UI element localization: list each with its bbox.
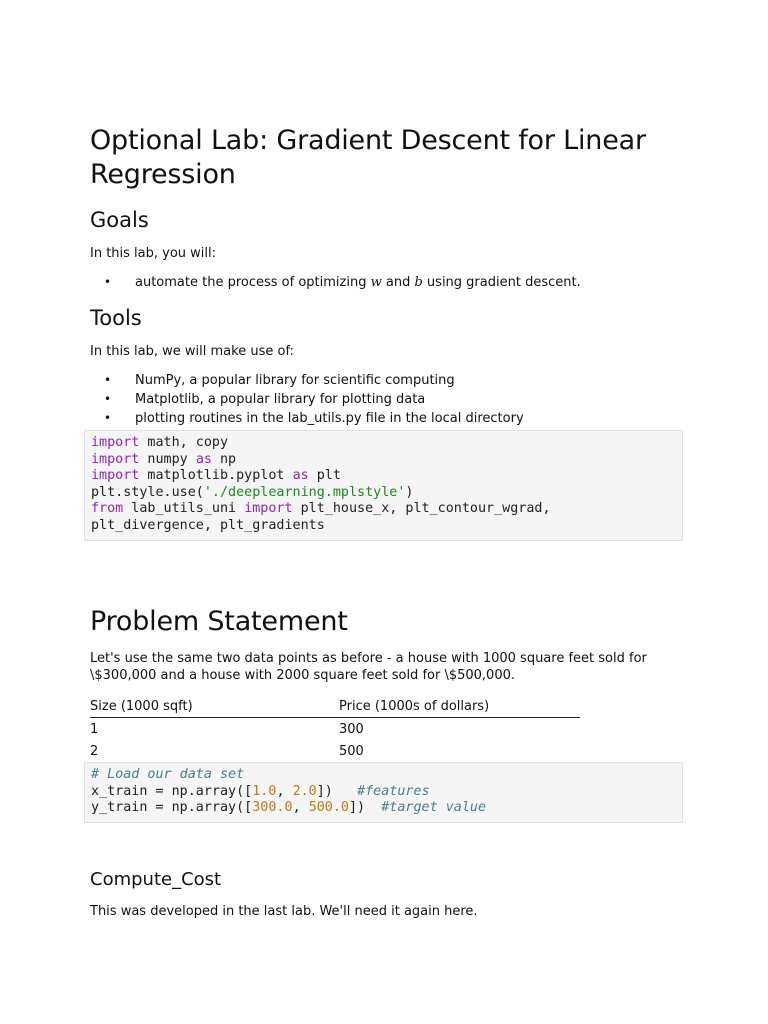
goals-list [90,273,684,292]
problem-text: Let's use the same two data points as before - a house with 1000 square feet sold for \$300,000 and a house with 2000 square feet sold for \$500,000. [90,651,647,683]
tools-heading: Tools [90,306,142,330]
table-row [90,740,580,762]
table-header-row [90,695,580,718]
goals-heading: Goals [90,208,149,232]
tools-list-item: • plotting routines in the lab_utils.py file in the local directory [90,409,684,428]
table-cell: 500 [339,743,364,759]
code-cell-imports[interactable]: import math, copy import numpy as np import matplotlib.pyplot as plt plt.style.use('./deeplearning.mplstyle') from lab_utils_uni import plt_house_x, plt_contour_wgrad, plt_divergence, plt_gradients [84,430,683,541]
math-var-w: w [370,275,382,290]
math-var-b: b [414,275,423,290]
table-cell: 1 [90,721,99,737]
compute-cost-text: This was developed in the last lab. We'll need it again here. [90,904,478,919]
tools-intro: In this lab, we will make use of: [90,344,294,359]
tools-list [90,371,684,428]
tools-list-item: • NumPy, a popular library for scientific computing [90,371,684,390]
table-row [90,718,580,741]
table-header-size: Size (1000 sqft) [90,695,339,718]
tools-list-item: • Matplotlib, a popular library for plotting data [90,390,684,409]
table-cell: 2 [90,743,99,759]
table-header-price: Price (1000s of dollars) [339,695,580,718]
page-title: Optional Lab: Gradient Descent for Linear Regression [90,125,646,190]
code-cell-data[interactable]: # Load our data set x_train = np.array([1.0, 2.0]) #features y_train = np.array([300.0, 500.0]) #target value [84,762,683,823]
table-cell: 300 [339,721,364,737]
data-table [90,695,580,762]
goals-intro: In this lab, you will: [90,246,217,261]
compute-cost-heading: Compute_Cost [90,869,222,890]
goals-list-item: • automate the process of optimizing w and b using gradient descent. [90,273,684,292]
problem-heading: Problem Statement [90,606,348,637]
